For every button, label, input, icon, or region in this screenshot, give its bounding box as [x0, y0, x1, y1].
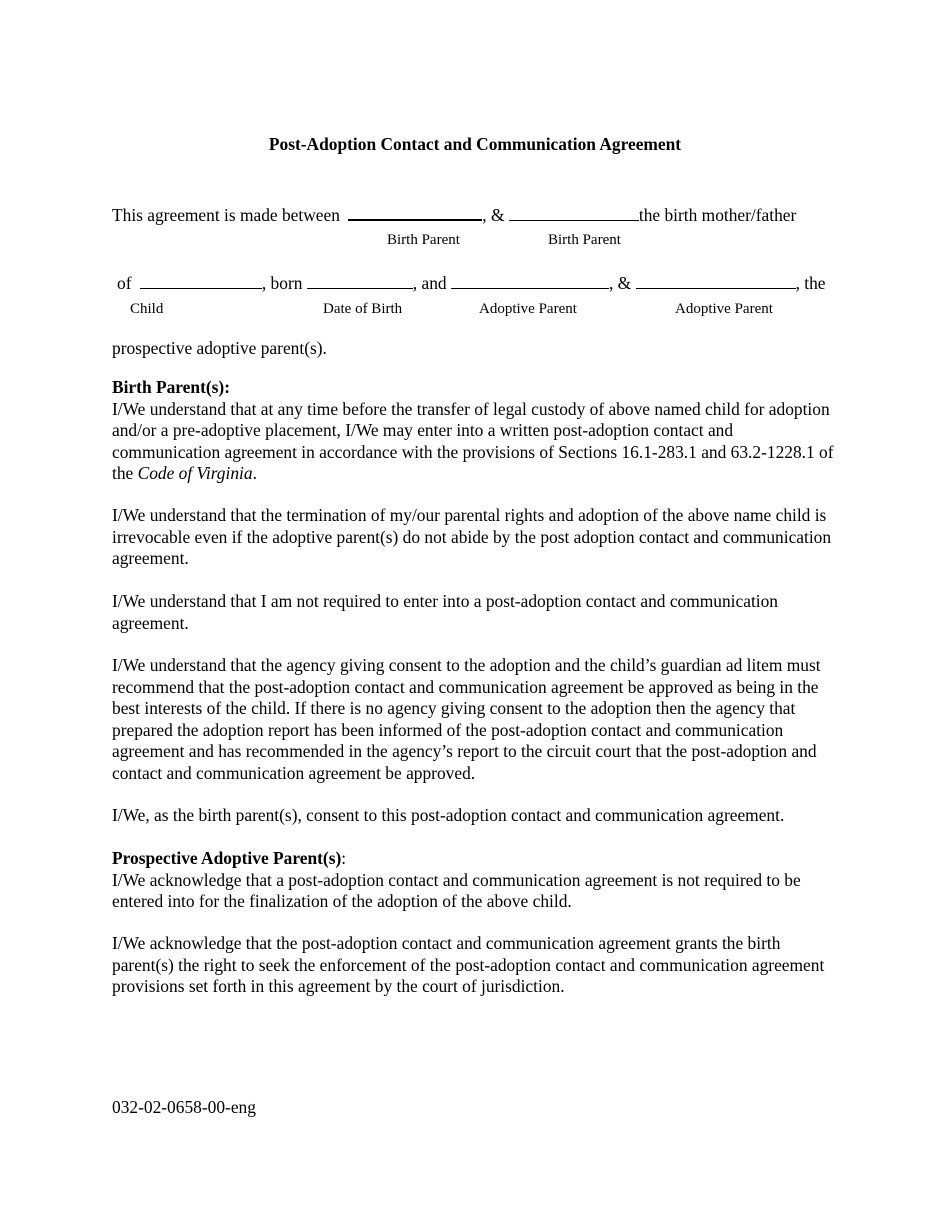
- page-title: Post-Adoption Contact and Communication Agreement: [268, 134, 682, 154]
- dob-caption: Date of Birth: [323, 301, 403, 317]
- parties-line-1: [112, 204, 796, 227]
- adoptive-parent-2-field[interactable]: [636, 273, 796, 289]
- parties-line-2: [117, 273, 826, 295]
- and-text: , and: [412, 273, 447, 293]
- amp-text-2: , &: [608, 273, 632, 293]
- birth-parent-1-field[interactable]: [348, 204, 482, 221]
- adoptive-parents-heading: Prospective Adoptive Parent(s): [112, 848, 342, 868]
- the-text: , the: [795, 273, 826, 293]
- prospective-text: prospective adoptive parent(s).: [112, 338, 327, 358]
- adoptive-parents-heading-line: [112, 848, 842, 870]
- heading-colon: :: [341, 848, 347, 868]
- adoptive-parent-caption-2: Adoptive Parent: [675, 301, 773, 317]
- birth-parents-section: [112, 377, 842, 485]
- birth-parent-caption-2: Birth Parent: [548, 232, 621, 248]
- birth-parents-paragraph-1: [112, 399, 842, 485]
- birth-parents-heading: Birth Parent(s):: [112, 377, 231, 397]
- adoptive-parent-1-field[interactable]: [451, 273, 609, 289]
- adoptive-parents-section: [112, 848, 842, 913]
- born-text: , born: [261, 273, 303, 293]
- date-of-birth-field[interactable]: [307, 273, 413, 289]
- birth-parents-paragraph-2: I/We understand that the termination of my/our parental rights and adoption of the above name child is irrevocable even if the adoptive parent(s) do not abide by the post adoption contact and communication agreement.: [112, 505, 832, 568]
- adoptive-parent-caption-1: Adoptive Parent: [479, 301, 577, 317]
- child-caption: Child: [130, 301, 164, 317]
- form-number: 032-02-0658-00-eng: [112, 1097, 256, 1117]
- child-field[interactable]: [140, 273, 262, 289]
- code-of-virginia: Code of Virginia: [137, 463, 253, 483]
- adoptive-parents-paragraph-2: I/We acknowledge that the post-adoption contact and communication agreement grants the birth parent(s) the right to seek the enforcement of the post-adoption contact and communication agreement provisions set forth in this agreement by the court of jurisdiction.: [112, 933, 825, 996]
- birth-parent-caption-1: Birth Parent: [387, 232, 460, 248]
- paragraph-1-end: .: [252, 463, 257, 483]
- adoptive-parents-paragraph-1: I/We acknowledge that a post-adoption contact and communication agreement is not required to be entered into for the finalization of the adoption of the above child.: [112, 869, 801, 911]
- paragraph-1-text: I/We understand that at any time before the transfer of legal custody of above named child for adoption and/or a pre-adoptive placement, I/We may enter into a written post-adoption contact and communication agreement in accordance with the provisions of Sections 16.1-283.1 and 63.2-1228.1 of the: [112, 398, 834, 483]
- birth-parents-paragraph-3: I/We understand that I am not required to enter into a post-adoption contact and communication agreement.: [112, 591, 779, 633]
- birth-mother-father-text: the birth mother/father: [638, 205, 797, 225]
- birth-parents-paragraph-5: I/We, as the birth parent(s), consent to this post-adoption contact and communication agreement.: [112, 805, 785, 825]
- birth-parent-2-field[interactable]: [509, 205, 639, 221]
- birth-parents-paragraph-4: I/We understand that the agency giving consent to the adoption and the child’s guardian ad litem must recommend that the post-adoption contact and communication agreement be approved as being in the best interests of the child. If there is no agency giving consent to the adoption then the agency that prepared the adoption report has been informed of the post-adoption contact and communication agreement and has recommended in the agency’s report to the circuit court that the post-adoption and contact and communication agreement be approved.: [112, 655, 821, 783]
- amp-text: , &: [482, 205, 505, 225]
- intro-text: This agreement is made between: [112, 205, 340, 225]
- of-text: of: [117, 273, 132, 293]
